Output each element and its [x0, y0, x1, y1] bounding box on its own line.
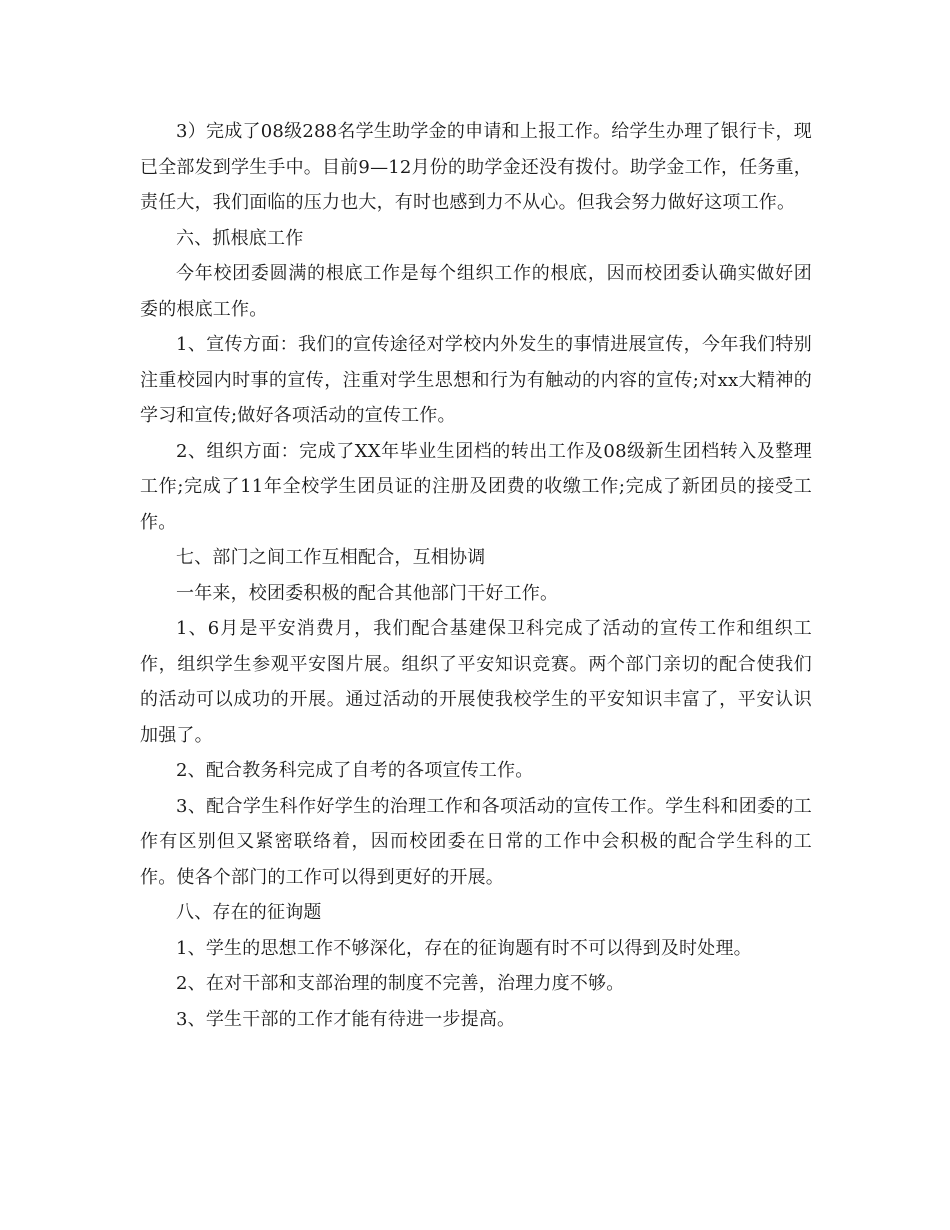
paragraph-publicity: 1、宣传方面：我们的宣传途径对学校内外发生的事情进展宣传，今年我们特别注重校园内时事的宣传，注重对学生思想和行为有触动的内容的宣传;对xx大精神的学习和宣传;做好各项活动的宣传工作。: [140, 334, 812, 426]
section-heading-basic-work: 六、抓根底工作: [176, 227, 304, 249]
paragraph-problem-1: 1、学生的思想工作不够深化，存在的征询题有时不可以得到及时处理。: [176, 937, 752, 959]
section-heading-cooperation: 七、部门之间工作互相配合，互相协调: [176, 547, 486, 568]
paragraph-grant-work: 3）完成了08级288名学生助学金的申请和上报工作。给学生办理了银行卡，现已全部发到学生手中。目前9—12月份的助学金还没有拨付。助学金工作，任务重，责任大，我们面临的压力也大，有时也感到力不从心。但我会努力做好这项工作。: [140, 121, 812, 213]
document-body: [140, 114, 812, 1037]
paragraph-exam-publicity: 2、配合教务科完成了自考的各项宣传工作。: [176, 760, 534, 781]
paragraph-safety-month: 1、6月是平安消费月，我们配合基建保卫科完成了活动的宣传工作和组织工作，组织学生参观平安图片展。组织了平安知识竞赛。两个部门亲切的配合使我们的活动可以成功的开展。通过活动的开展使我校学生的平安知识丰富了，平安认识加强了。: [140, 618, 812, 746]
paragraph-problem-3: 3、学生干部的工作才能有待进一步提高。: [176, 1008, 516, 1030]
section-heading-problems: 八、存在的征询题: [176, 902, 322, 923]
paragraph-student-affairs: 3、配合学生科作好学生的治理工作和各项活动的宣传工作。学生科和团委的工作有区别但又紧密联络着，因而校团委在日常的工作中会积极的配合学生科的工作。使各个部门的工作可以得到更好的开展。: [140, 795, 812, 888]
paragraph-organization: 2、组织方面：完成了XX年毕业生团档的转出工作及08级新生团档转入及整理工作;完成了11年全校学生团员证的注册及团费的收缴工作;完成了新团员的接受工作。: [140, 440, 812, 533]
paragraph-cooperation-intro: 一年来，校团委积极的配合其他部门干好工作。: [176, 582, 559, 604]
paragraph-problem-2: 2、在对干部和支部治理的制度不完善，治理力度不够。: [176, 973, 625, 994]
paragraph-basic-work-intro: 今年校团委圆满的根底工作是每个组织工作的根底，因而校团委认确实做好团委的根底工作。: [140, 263, 812, 320]
